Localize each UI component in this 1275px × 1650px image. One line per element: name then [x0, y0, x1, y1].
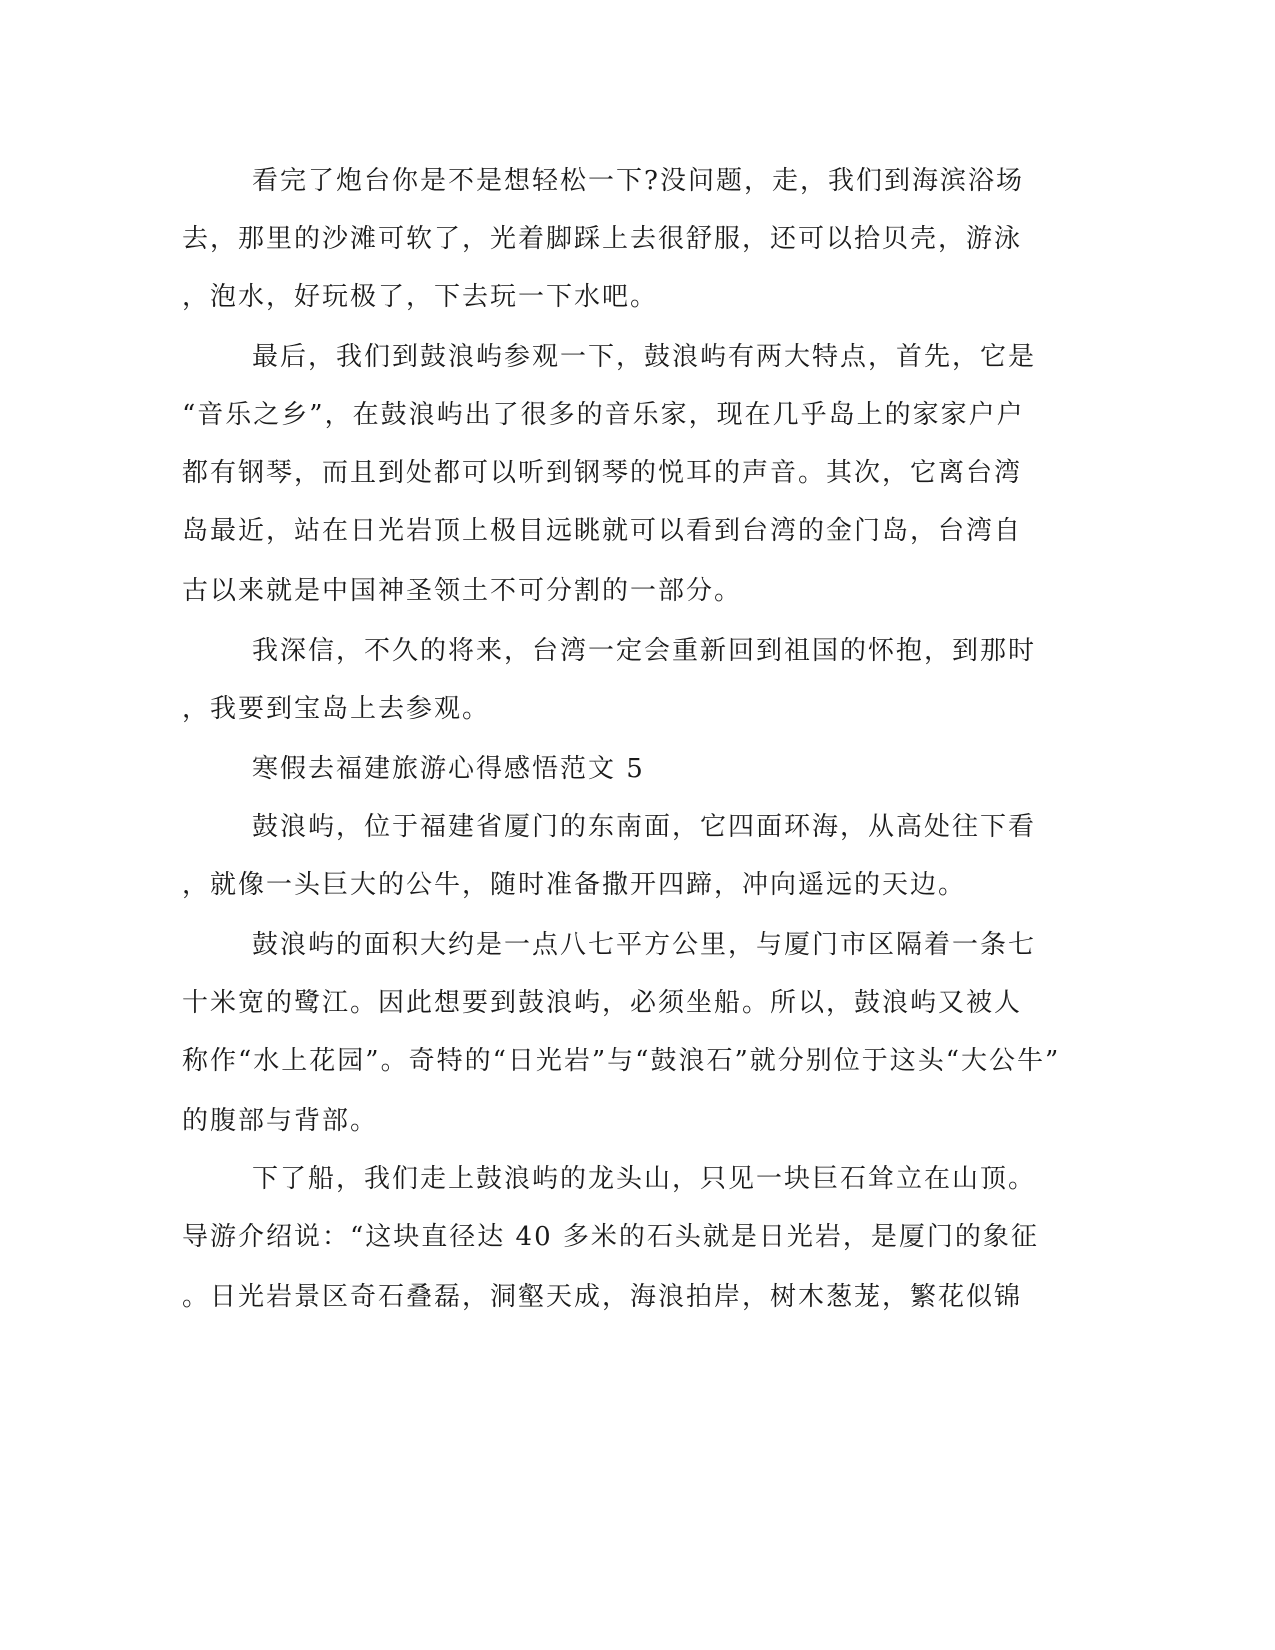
paragraph-line: ，就像一头巨大的公牛，随时准备撒开四蹄，冲向遥远的天边。	[182, 870, 967, 900]
paragraph-line: 古以来就是中国神圣领土不可分割的一部分。	[182, 576, 743, 606]
paragraph-line: 最后，我们到鼓浪屿参观一下，鼓浪屿有两大特点，首先，它是	[252, 342, 1037, 372]
paragraph-line: 十米宽的鹭江。因此想要到鼓浪屿，必须坐船。所以，鼓浪屿又被人	[182, 988, 1023, 1018]
paragraph-line: ，泡水，好玩极了，下去玩一下水吧。	[182, 282, 659, 312]
paragraph-line: 看完了炮台你是不是想轻松一下?没问题，走，我们到海滨浴场	[252, 166, 1024, 196]
paragraph-line: 岛最近，站在日光岩顶上极目远眺就可以看到台湾的金门岛，台湾自	[182, 516, 1023, 546]
paragraph-line: 导游介绍说：“这块直径达 40 多米的石头就是日光岩，是厦门的象征	[182, 1222, 1039, 1252]
section-heading: 寒假去福建旅游心得感悟范文 5	[252, 754, 645, 784]
paragraph-line: 都有钢琴，而且到处都可以听到钢琴的悦耳的声音。其次，它离台湾	[182, 458, 1023, 488]
paragraph-line: 鼓浪屿的面积大约是一点八七平方公里，与厦门市区隔着一条七	[252, 930, 1037, 960]
paragraph-line: 下了船，我们走上鼓浪屿的龙头山，只见一块巨石耸立在山顶。	[252, 1164, 1037, 1194]
paragraph-line: 的腹部与背部。	[182, 1106, 379, 1136]
paragraph-line: 我深信，不久的将来，台湾一定会重新回到祖国的怀抱，到那时	[252, 636, 1037, 666]
paragraph-line: 称作“水上花园”。奇特的“日光岩”与“鼓浪石”就分别位于这头“大公牛”	[182, 1046, 1061, 1076]
paragraph-line: “音乐之乡”，在鼓浪屿出了很多的音乐家，现在几乎岛上的家家户户	[182, 400, 1025, 430]
paragraph-line: ，我要到宝岛上去参观。	[182, 694, 491, 724]
paragraph-line: 去，那里的沙滩可软了，光着脚踩上去很舒服，还可以拾贝壳，游泳	[182, 224, 1023, 254]
paragraph-line: 鼓浪屿，位于福建省厦门的东南面，它四面环海，从高处往下看	[252, 812, 1037, 842]
paragraph-line: 。日光岩景区奇石叠磊，洞壑天成，海浪拍岸，树木葱茏，繁花似锦	[182, 1282, 1023, 1312]
